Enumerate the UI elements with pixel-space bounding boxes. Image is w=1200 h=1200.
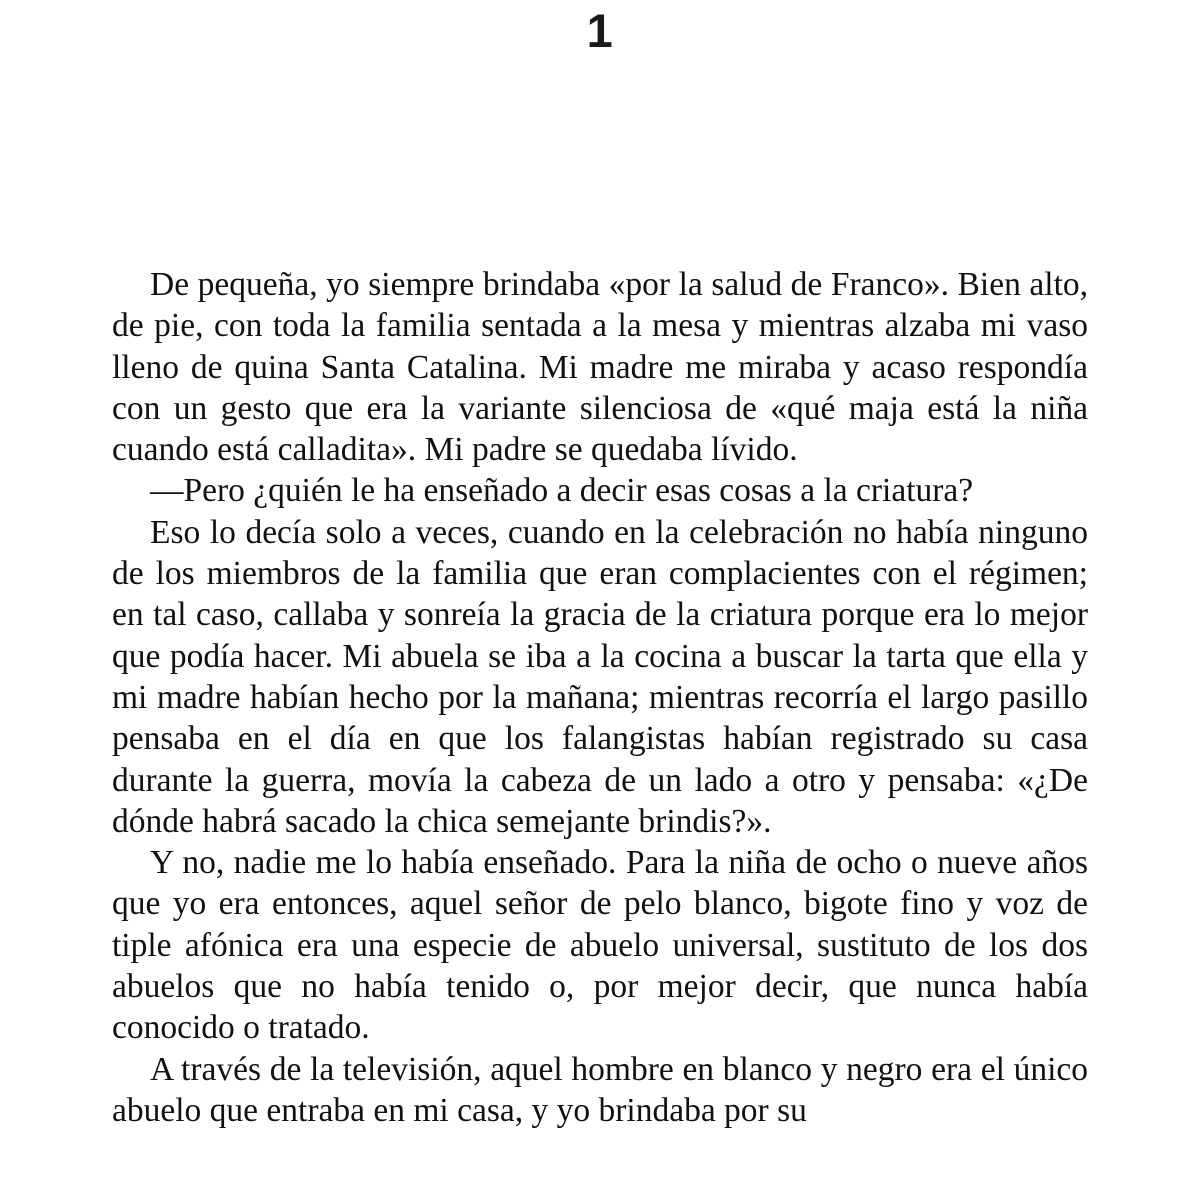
paragraph-2-dialogue: —Pero ¿quién le ha enseñado a decir esas cosas a la criatura? [150,472,974,510]
paragraph-3: Eso lo decía solo a veces, cuando en la celebración no había ninguno de los miembros de la familia que eran complacientes con el régimen; en tal caso, callaba y sonreía la gracia de la criatura porque era lo mejor que podía hacer. Mi abuela se iba a la cocina a buscar la tarta que ella y mi madre habían hecho por la mañana; mientras recorría el largo pasillo pensaba en el día en que los falangistas habían registrado su casa durante la guerra, movía la cabeza de un lado a otro y pensaba: «¿De dónde habrá sacado la chica semejante brindis?». [112,513,1088,840]
paragraph-1: De pequeña, yo siempre brindaba «por la salud de Franco». Bien alto, de pie, con toda la familia sentada a la mesa y mientras alzaba mi vaso lleno de quina Santa Catalina. Mi madre me miraba y acaso respondía con un gesto que era la variante silenciosa de «qué maja está la niña cuando está calladita». Mi padre se quedaba lívido. [112,266,1088,469]
chapter-number-heading: 1 [586,4,614,57]
paragraph-5: A través de la televisión, aquel hombre en blanco y negro era el único abuelo que entraba en mi casa, y yo brindaba por su [112,1050,1088,1129]
paragraph-4: Y no, nadie me lo había enseñado. Para la niña de ocho o nueve años que yo era entonces, aquel señor de pelo blanco, bigote fino y voz de tiple afónica era una especie de abuelo universal, sustituto de los dos abuelos que no había tenido o, por mejor decir, que nunca había conocido o tratado. [112,844,1088,1047]
body-text-block [112,264,1088,1131]
